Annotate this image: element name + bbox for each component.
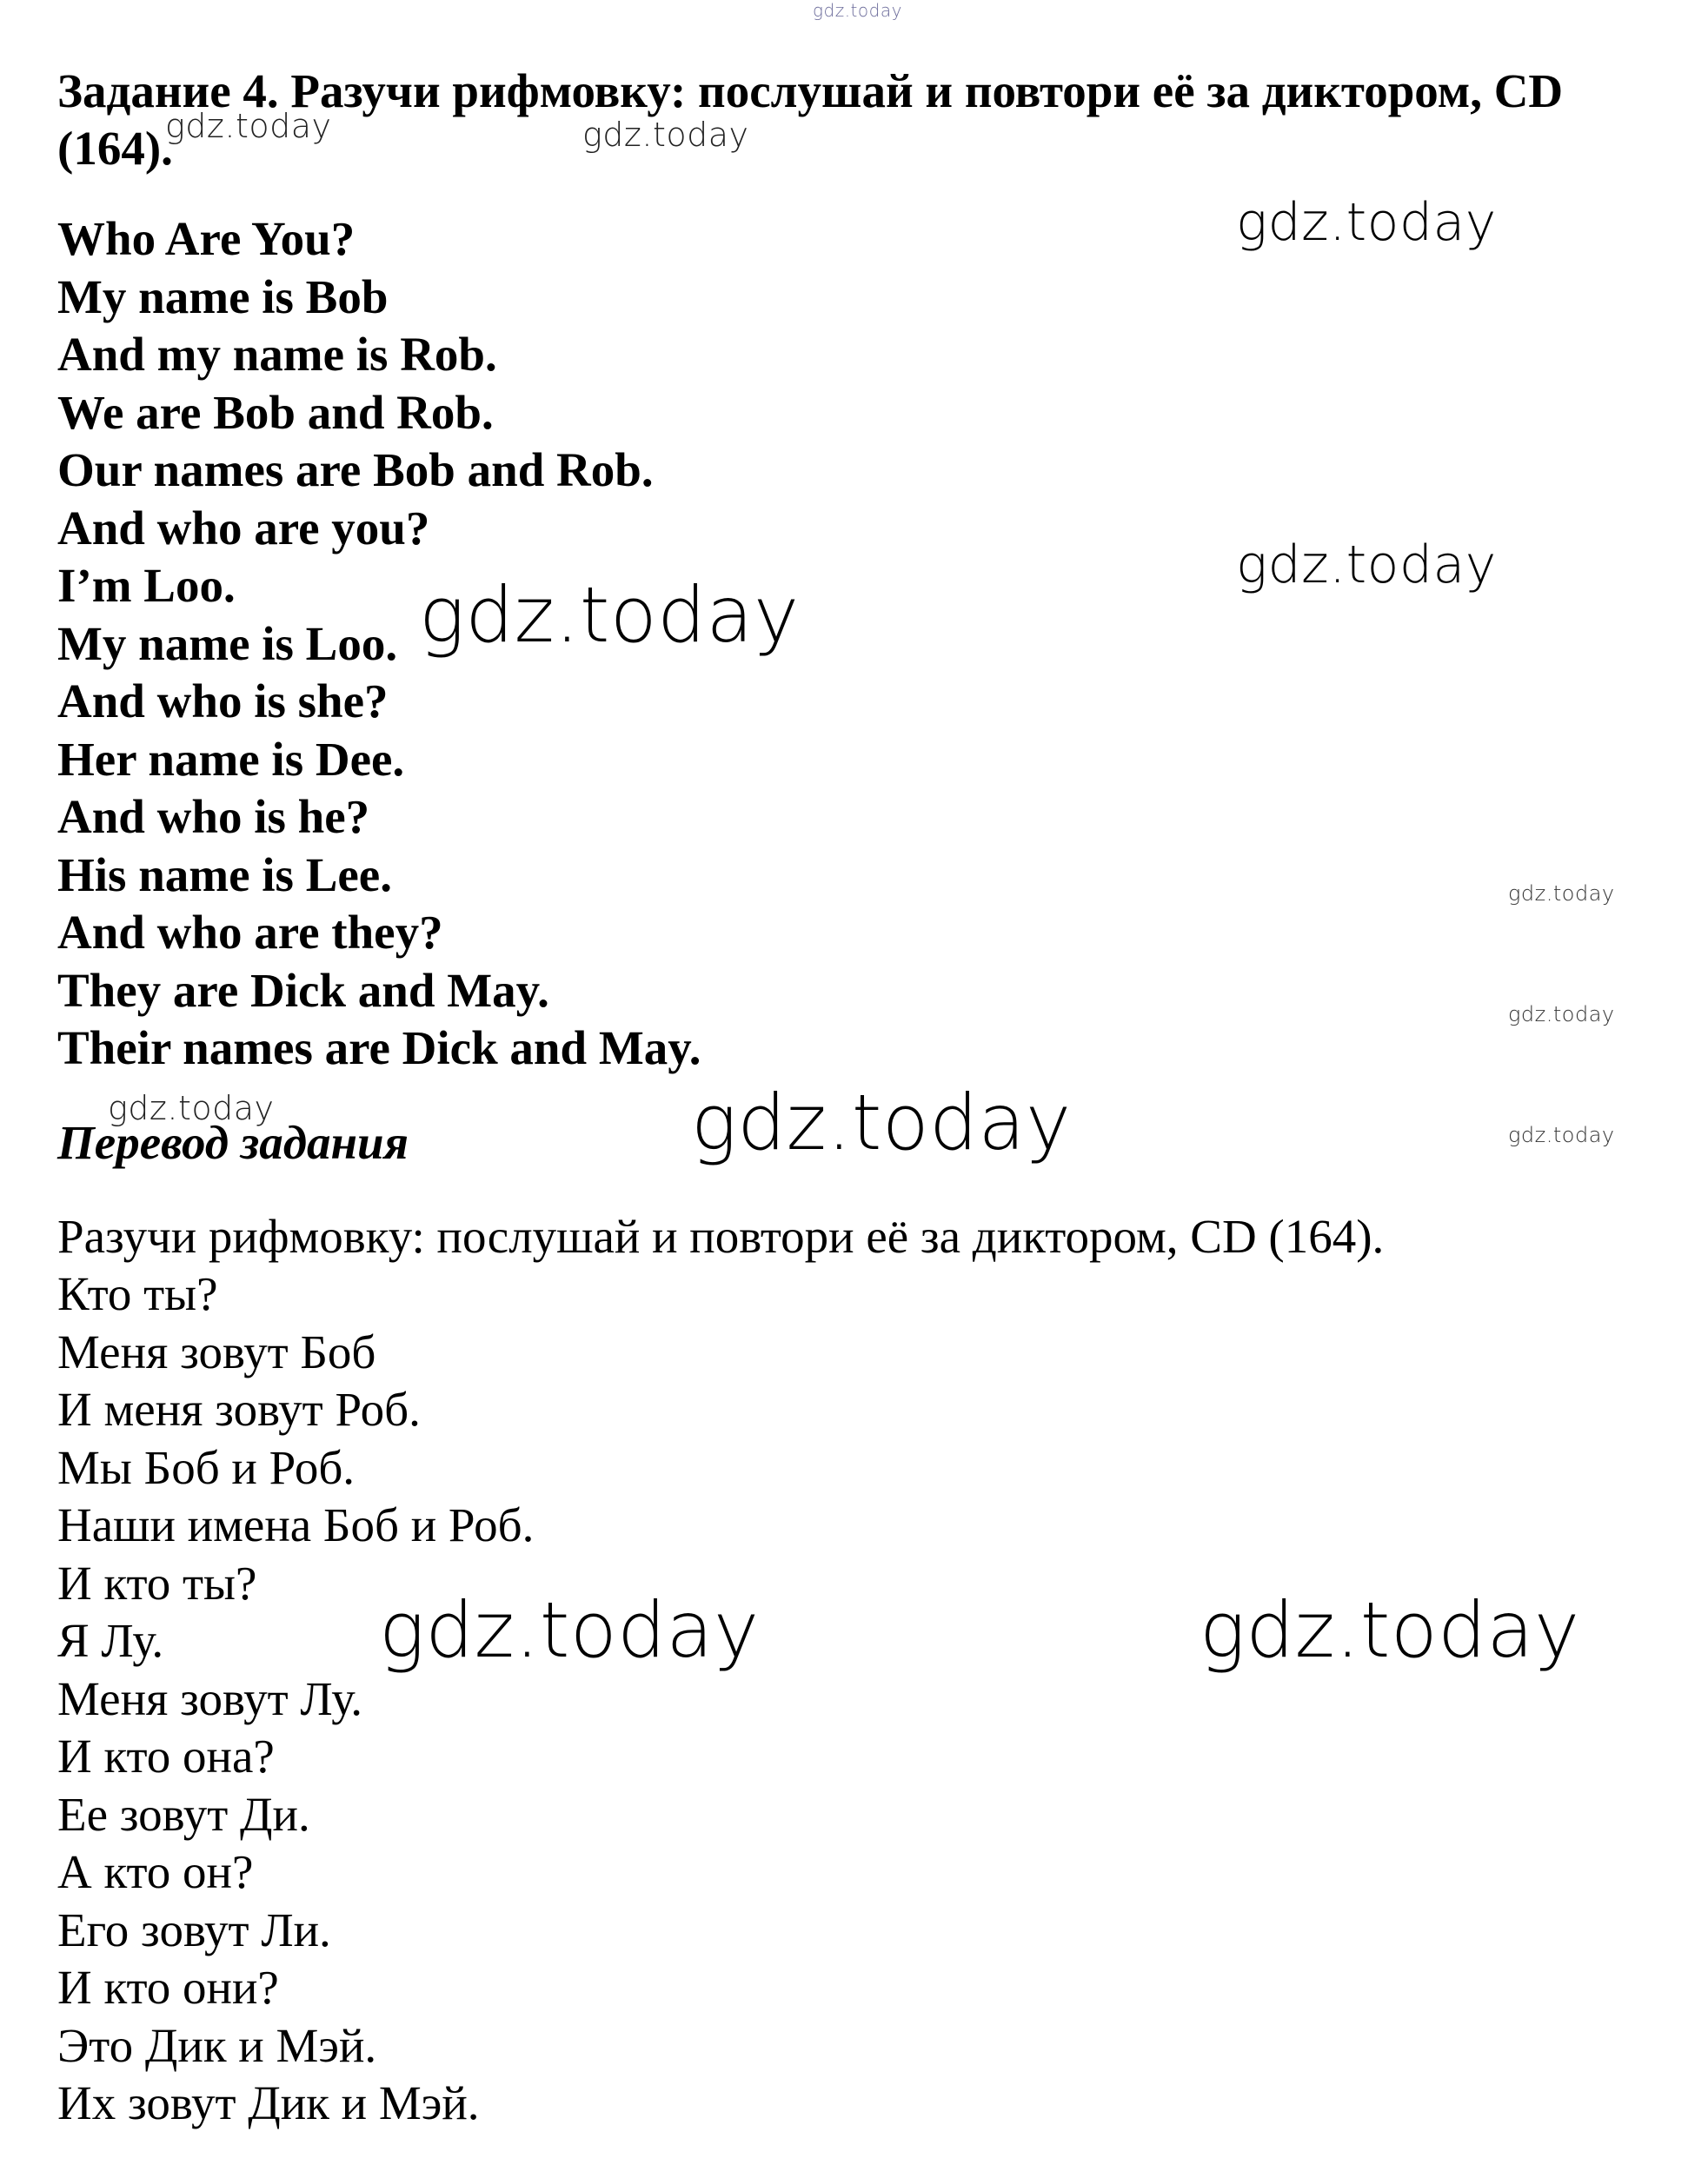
watermark: gdz.today bbox=[419, 570, 800, 660]
watermark: gdz.today bbox=[1508, 1002, 1615, 1026]
poem-line: Кто ты? bbox=[57, 1267, 218, 1320]
translation-task-text: Разучи рифмовку: послушай и повтори её за диктором, CD (164). bbox=[57, 1210, 1385, 1263]
poem-line: Наши имена Боб и Роб. bbox=[57, 1498, 535, 1551]
watermark: gdz.today bbox=[1200, 1585, 1580, 1675]
task-title: Задание 4. Разучи рифмовку: послушай и повтори её за диктором, CD (164). bbox=[57, 64, 1564, 175]
poem-line: Меня зовут Боб bbox=[57, 1325, 376, 1378]
poem-line: Их зовут Дик и Мэй. bbox=[57, 2076, 480, 2129]
poem-line: And who is she? bbox=[57, 674, 389, 727]
watermark: gdz.today bbox=[1236, 192, 1497, 253]
poem-line: Their names are Dick and May. bbox=[57, 1021, 701, 1074]
poem-line: Я Лу. bbox=[57, 1614, 164, 1667]
poem-line: And who are they? bbox=[57, 906, 443, 959]
poem-line: They are Dick and May. bbox=[57, 963, 549, 1017]
watermark: gdz.today bbox=[691, 1078, 1072, 1167]
poem-line: And who are you? bbox=[57, 501, 430, 555]
poem-line: And who is he? bbox=[57, 790, 370, 843]
poem-line: И кто ты? bbox=[57, 1556, 257, 1610]
poem-line: Мы Боб и Роб. bbox=[57, 1440, 356, 1494]
poem-line: Her name is Dee. bbox=[57, 732, 405, 786]
watermark: gdz.today bbox=[379, 1585, 760, 1675]
poem-line: Our names are Bob and Rob. bbox=[57, 443, 654, 496]
poem-line: Ее зовут Ди. bbox=[57, 1787, 310, 1841]
poem-line: И кто она? bbox=[57, 1730, 275, 1783]
poem-russian bbox=[57, 1265, 534, 2133]
watermark: gdz.today bbox=[582, 116, 749, 154]
poem-line: My name is Loo. bbox=[57, 616, 398, 670]
poem-line: Who Are You? bbox=[57, 212, 356, 265]
watermark: gdz.today bbox=[1508, 1123, 1615, 1147]
poem-line: We are Bob and Rob. bbox=[57, 385, 494, 439]
translation-heading: Перевод задания bbox=[57, 1116, 409, 1169]
poem-line: And my name is Rob. bbox=[57, 328, 497, 381]
poem-line: А кто он? bbox=[57, 1845, 254, 1898]
poem-line: И меня зовут Роб. bbox=[57, 1383, 421, 1436]
poem-line: His name is Lee. bbox=[57, 847, 392, 901]
poem-line: И кто они? bbox=[57, 1961, 279, 2014]
poem-line: My name is Bob bbox=[57, 269, 389, 323]
poem-line: Это Дик и Мэй. bbox=[57, 2018, 377, 2072]
poem-line: Меня зовут Лу. bbox=[57, 1671, 363, 1725]
watermark: gdz.today bbox=[1508, 881, 1615, 906]
watermark: gdz.today bbox=[108, 1089, 275, 1127]
watermark: gdz.today bbox=[1236, 535, 1497, 595]
poem-line: I’m Loo. bbox=[57, 559, 236, 612]
watermark: gdz.today bbox=[813, 0, 902, 21]
poem-english bbox=[57, 210, 701, 1078]
poem-line: Его зовут Ли. bbox=[57, 1903, 331, 1956]
watermark: gdz.today bbox=[165, 107, 332, 145]
